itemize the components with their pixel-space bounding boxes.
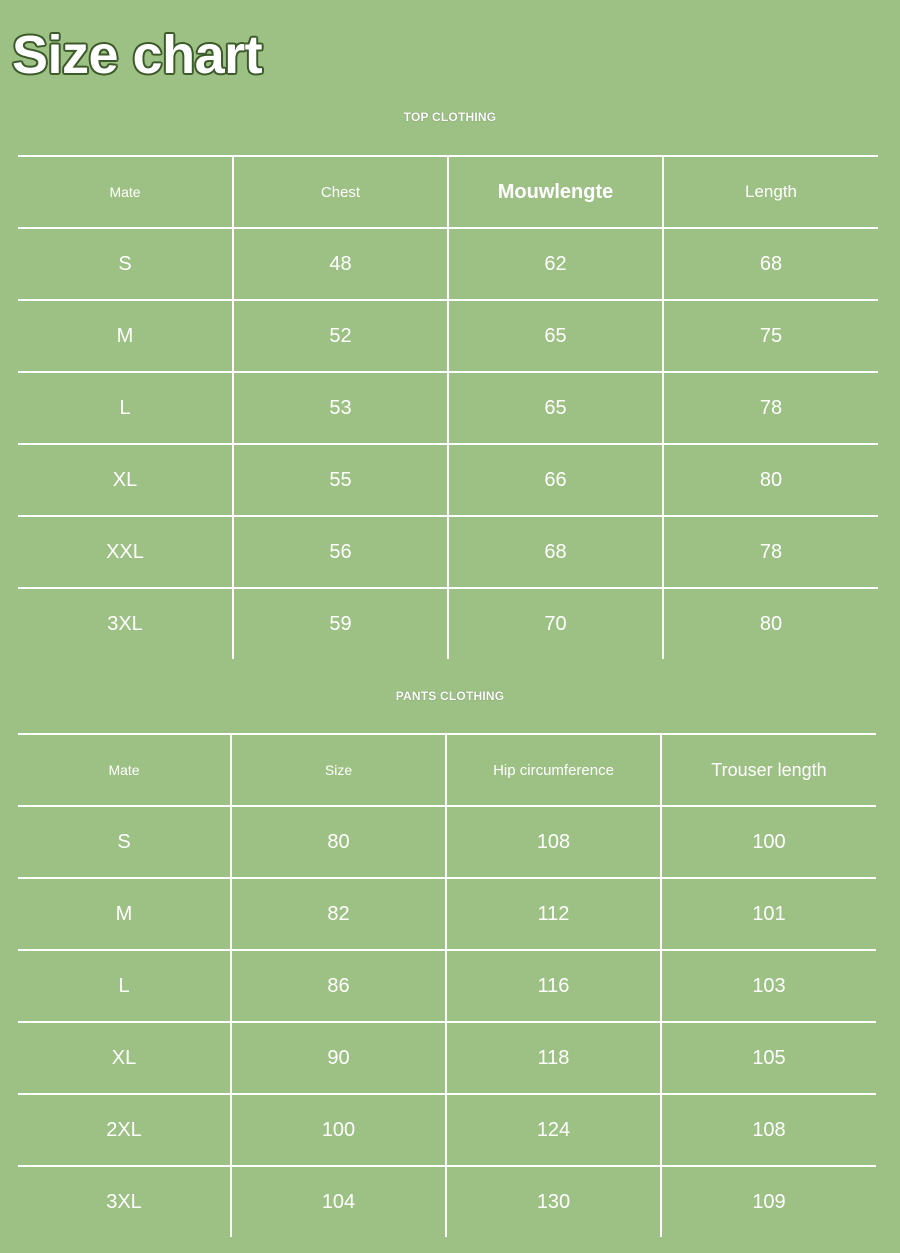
pants-section-label — [0, 689, 900, 703]
top-cell-sleeve: 70 — [448, 588, 663, 659]
pants-cell-size: 82 — [231, 878, 446, 950]
pants-cell-length: 101 — [661, 878, 876, 950]
pants-cell-length: 100 — [661, 806, 876, 878]
top-header-mate: Mate — [109, 184, 141, 200]
pants-cell-mate: L — [118, 974, 130, 997]
top-cell-length: 80 — [663, 444, 878, 516]
top-section-label — [0, 110, 900, 124]
pants-cell-size: 90 — [231, 1022, 446, 1094]
top-cell-size: M — [116, 324, 134, 347]
top-cell-chest: 53 — [233, 372, 448, 444]
pants-cell-hip: 112 — [446, 878, 661, 950]
pants-cell-hip: 108 — [446, 806, 661, 878]
top-section-label-text: TOP CLOTHING — [403, 110, 497, 124]
top-cell-chest: 48 — [233, 228, 448, 300]
top-header-sleeve-length: Mouwlengte — [448, 156, 663, 228]
top-cell-chest: 56 — [233, 516, 448, 588]
top-cell-size: S — [118, 252, 132, 275]
pants-cell-mate: 3XL — [106, 1190, 142, 1213]
top-table-header-row — [18, 156, 878, 228]
pants-cell-size: 100 — [231, 1094, 446, 1166]
table-row — [18, 1022, 876, 1094]
top-cell-sleeve: 62 — [448, 228, 663, 300]
table-row — [18, 372, 878, 444]
table-row — [18, 228, 878, 300]
pants-cell-length: 108 — [661, 1094, 876, 1166]
table-row — [18, 950, 876, 1022]
pants-cell-length: 103 — [661, 950, 876, 1022]
top-header-chest: Chest — [233, 156, 448, 228]
pants-cell-size: 80 — [231, 806, 446, 878]
pants-cell-length: 105 — [661, 1022, 876, 1094]
pants-cell-mate: S — [117, 830, 131, 853]
pants-cell-hip: 130 — [446, 1166, 661, 1237]
top-cell-size: 3XL — [107, 612, 143, 635]
top-cell-chest: 55 — [233, 444, 448, 516]
table-row — [18, 516, 878, 588]
table-row — [18, 806, 876, 878]
table-row — [18, 444, 878, 516]
top-cell-length: 78 — [663, 516, 878, 588]
pants-cell-size: 86 — [231, 950, 446, 1022]
top-cell-chest: 52 — [233, 300, 448, 372]
pants-cell-hip: 118 — [446, 1022, 661, 1094]
table-row — [18, 1166, 876, 1237]
top-cell-length: 75 — [663, 300, 878, 372]
top-cell-length: 68 — [663, 228, 878, 300]
pants-table-header-row — [18, 734, 876, 806]
pants-size-table — [18, 733, 876, 1237]
pants-cell-mate: M — [115, 902, 133, 925]
top-header-length: Length — [663, 156, 878, 228]
pants-cell-mate: XL — [111, 1046, 137, 1069]
top-cell-length: 78 — [663, 372, 878, 444]
table-row — [18, 588, 878, 659]
pants-cell-hip: 124 — [446, 1094, 661, 1166]
pants-header-hip: Hip circumference — [446, 734, 661, 806]
pants-header-mate: Mate — [108, 762, 140, 778]
top-size-table — [18, 155, 878, 659]
top-cell-sleeve: 65 — [448, 300, 663, 372]
top-cell-chest: 59 — [233, 588, 448, 659]
pants-cell-length: 109 — [661, 1166, 876, 1237]
table-row — [18, 878, 876, 950]
table-row — [18, 1094, 876, 1166]
top-cell-sleeve: 65 — [448, 372, 663, 444]
top-cell-size: XXL — [106, 540, 144, 563]
top-cell-sleeve: 68 — [448, 516, 663, 588]
pants-section-label-text: PANTS CLOTHING — [395, 689, 505, 703]
pants-header-size: Size — [231, 734, 446, 806]
pants-cell-mate: 2XL — [106, 1118, 142, 1141]
pants-cell-hip: 116 — [446, 950, 661, 1022]
top-cell-size: XL — [112, 468, 138, 491]
top-cell-length: 80 — [663, 588, 878, 659]
page-title: Size chart — [12, 25, 263, 85]
pants-header-trouser-length: Trouser length — [661, 734, 876, 806]
table-row — [18, 300, 878, 372]
top-cell-sleeve: 66 — [448, 444, 663, 516]
pants-cell-size: 104 — [231, 1166, 446, 1237]
top-cell-size: L — [119, 396, 131, 419]
